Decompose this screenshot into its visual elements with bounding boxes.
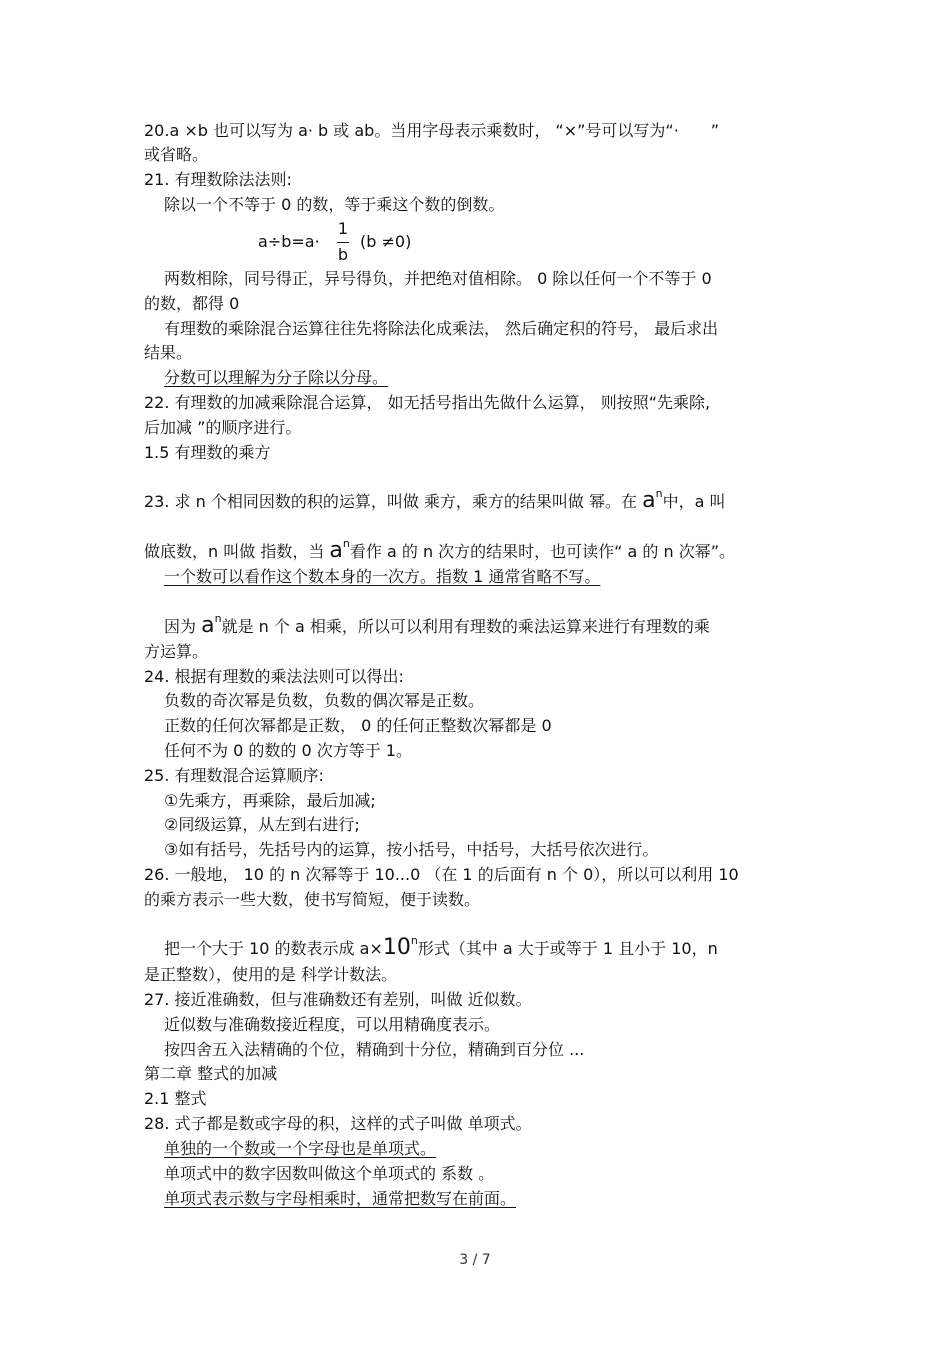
text-line: 结果。 — [144, 343, 193, 362]
power-exponent: n — [655, 487, 663, 500]
text-span: 23. 求 n 个相同因数的积的运算，叫做 乘方，乘方的结果叫做 幂。在 — [144, 492, 643, 511]
section-item-22: 22. 有理数的加减乘除混合运算， 如无括号指出先做什么运算， 则按照“先乘除, — [144, 393, 711, 412]
text-line: 方运算。 — [144, 642, 209, 661]
text-line: 近似数与准确数接近程度，可以用精确度表示。 — [164, 1015, 501, 1034]
text-span: 就是 n 个 a 相乘，所以可以利用有理数的乘法运算来进行有理数的乘 — [221, 617, 710, 636]
underlined-note: 分数可以理解为分子除以分母。 — [164, 368, 389, 387]
underlined-note: 单项式表示数与字母相乘时，通常把数写在前面。 — [164, 1189, 517, 1208]
text-line: 两数相除，同号得正，异号得负，并把绝对值相除。 0 除以任何一个不等于 0 — [164, 269, 712, 288]
text-line: 单项式中的数字因数叫做这个单项式的 系数 。 — [164, 1164, 495, 1183]
text-line: 任何不为 0 的数的 0 次方等于 1。 — [164, 741, 412, 760]
text-span: 中，a 叫 — [662, 492, 726, 511]
text-span: 看作 a 的 n 次方的结果时，也可读作“ a 的 n 次幂”。 — [349, 542, 736, 561]
section-item-27: 27. 接近准确数，但与准确数还有差别，叫做 近似数。 — [144, 990, 532, 1009]
text-line: 的乘方表示一些大数，使书写简短，便于读数。 — [144, 890, 481, 909]
text-line: 有理数的乘除混合运算往往先将除法化成乘法， 然后确定积的符号， 最后求出 — [164, 319, 719, 338]
section-item-25: 25. 有理数混合运算顺序: — [144, 766, 324, 785]
text-line: 负数的奇次幂是负数，负数的偶次幂是正数。 — [164, 691, 485, 710]
section-item-23 — [144, 483, 725, 513]
text-line: 20.a ×b 也可以写为 a· b 或 ab。当用字母表示乘数时， “×”号可以写为“· ” — [144, 121, 720, 140]
text-line: 或省略。 — [144, 145, 209, 164]
text-line: 是正整数），使用的是 科学计数法。 — [144, 965, 398, 984]
text-span: 因为 — [164, 617, 202, 636]
underlined-note: 一个数可以看作这个数本身的一次方。指数 1 通常省略不写。 — [164, 567, 601, 586]
text-span: 做底数，n 叫做 指数，当 — [144, 542, 330, 561]
section-item-28: 28. 式子都是数或字母的积，这样的式子叫做 单项式。 — [144, 1114, 532, 1133]
text-line: 后加减 ”的顺序进行。 — [144, 418, 302, 437]
power-exponent: n — [214, 612, 222, 625]
formula-right: (b ≠0) — [360, 232, 412, 251]
section-item-24: 24. 根据有理数的乘法法则可以得出: — [144, 667, 404, 686]
list-item: ①先乘方，再乘除，最后加减; — [164, 791, 376, 810]
power-exponent: n — [410, 934, 418, 947]
fraction-denominator: b — [337, 245, 349, 264]
text-line: 正数的任何次幂都是正数， 0 的任何正整数次幂都是 0 — [164, 716, 552, 735]
text-line: 按四舍五入法精确的个位，精确到十分位，精确到百分位 ... — [164, 1040, 585, 1059]
list-item: ③如有括号，先括号内的运算，按小括号，中括号，大括号依次进行。 — [164, 840, 659, 859]
text-span: 形式（其中 a 大于或等于 1 且小于 10，n — [417, 939, 718, 958]
subsection-heading: 1.5 有理数的乘方 — [144, 443, 271, 462]
list-item: ②同级运算，从左到右进行; — [164, 815, 360, 834]
text-line: 除以一个不等于 0 的数，等于乘这个数的倒数。 — [164, 195, 505, 214]
power-base: a — [642, 488, 656, 513]
formula-left: a÷b=a· — [258, 232, 320, 251]
underlined-note: 单独的一个数或一个字母也是单项式。 — [164, 1139, 437, 1158]
subsection-heading: 2.1 整式 — [144, 1089, 207, 1108]
power-base: a — [329, 538, 343, 563]
power-base: a — [201, 613, 215, 638]
text-line — [164, 608, 710, 638]
text-line — [144, 533, 735, 563]
power-exponent: n — [342, 537, 350, 550]
fraction-numerator: 1 — [337, 219, 349, 238]
fraction-bar — [337, 242, 349, 243]
text-span: 把一个大于 10 的数表示成 a× — [164, 939, 383, 958]
text-line — [164, 930, 718, 960]
page-number: 3 / 7 — [459, 1252, 491, 1268]
chapter-heading: 第二章 整式的加减 — [144, 1064, 278, 1083]
power-base: 10 — [382, 935, 411, 960]
section-item-21: 21. 有理数除法法则: — [144, 170, 292, 189]
section-item-26: 26. 一般地， 10 的 n 次幂等于 10...0 （在 1 的后面有 n 个 0），所以可以利用 10 — [144, 865, 739, 884]
text-line: 的数，都得 0 — [144, 294, 240, 313]
